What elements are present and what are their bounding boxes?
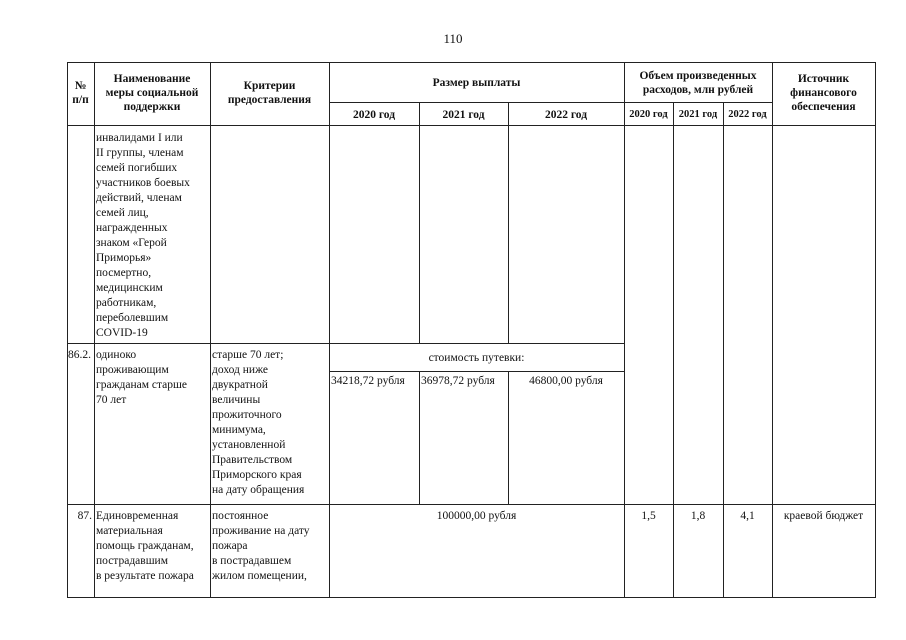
header-volume-year-2021: 2021 год — [678, 109, 718, 120]
row-continuation-measure: инвалидами I или II группы, членам семей погибших участников боевых действий, членам семей лиц, награжденных знаком «Герой Приморья» посмертно, медицинским работникам, переболевшим COVID-19 — [96, 132, 190, 339]
row-86-2-payment-2020: 34218,72 рубля — [331, 375, 405, 387]
row-86-2-payment-caption: стоимость путевки: — [428, 352, 525, 364]
subheader-line — [329, 102, 773, 103]
row-line — [67, 343, 625, 344]
col-line — [508, 102, 509, 343]
header-num: № п/п — [72, 80, 89, 106]
header-volume-year-2020: 2020 год — [629, 109, 668, 120]
table-border-bottom — [67, 597, 876, 598]
benefits-table — [67, 62, 876, 598]
row-87-criteria: постоянное проживание на дату пожара в пострадавшем жилом помещении, — [212, 510, 310, 582]
row-87-num: 87. — [77, 510, 92, 522]
header-volume: Объем произведенных расходов, млн рублей — [639, 70, 757, 96]
header-bottom-line — [67, 125, 876, 126]
table-border-right — [875, 62, 876, 598]
row-86-2-measure: одиноко проживающим гражданам старше 70 лет — [96, 349, 187, 406]
col-line — [94, 62, 95, 598]
row-87-volume-2021: 1,8 — [690, 510, 706, 522]
row-87-measure: Единовременная материальная помощь гражданам, пострадавшим в результате пожара — [96, 510, 194, 582]
page-number: 110 — [443, 31, 463, 46]
row-87-volume-2022: 4,1 — [740, 510, 755, 522]
row-87-volume-2020: 1,5 — [641, 510, 656, 522]
header-measure: Наименование меры социальной поддержки — [105, 73, 199, 113]
row-86-2-payment-2022: 46800,00 рубля — [529, 375, 603, 387]
col-line — [508, 371, 509, 504]
row-86-2-criteria: старше 70 лет; доход ниже двукратной величины прожиточного минимума, установленной Правительством Приморского края на дату обращения — [212, 349, 305, 496]
header-criteria: Критерии предоставления — [227, 80, 312, 106]
header-payment-year-2022: 2022 год — [544, 109, 588, 121]
row-86-2-num: 86.2. — [68, 349, 91, 361]
row-86-2-payment-2021: 36978,72 рубля — [421, 375, 495, 387]
row-87-source: краевой бюджет — [783, 510, 864, 522]
row-line — [67, 504, 876, 505]
caption-line — [329, 371, 625, 372]
row-87-payment: 100000,00 рубля — [436, 510, 517, 522]
header-source: Источник финансового обеспечения — [790, 73, 857, 113]
col-line — [419, 102, 420, 343]
col-line — [210, 62, 211, 598]
header-payment-year-2021: 2021 год — [442, 109, 485, 121]
col-line — [419, 371, 420, 504]
header-volume-year-2022: 2022 год — [728, 109, 767, 120]
header-payment-year-2020: 2020 год — [352, 109, 396, 121]
header-payment: Размер выплаты — [432, 77, 521, 89]
table-border-top — [67, 62, 876, 63]
